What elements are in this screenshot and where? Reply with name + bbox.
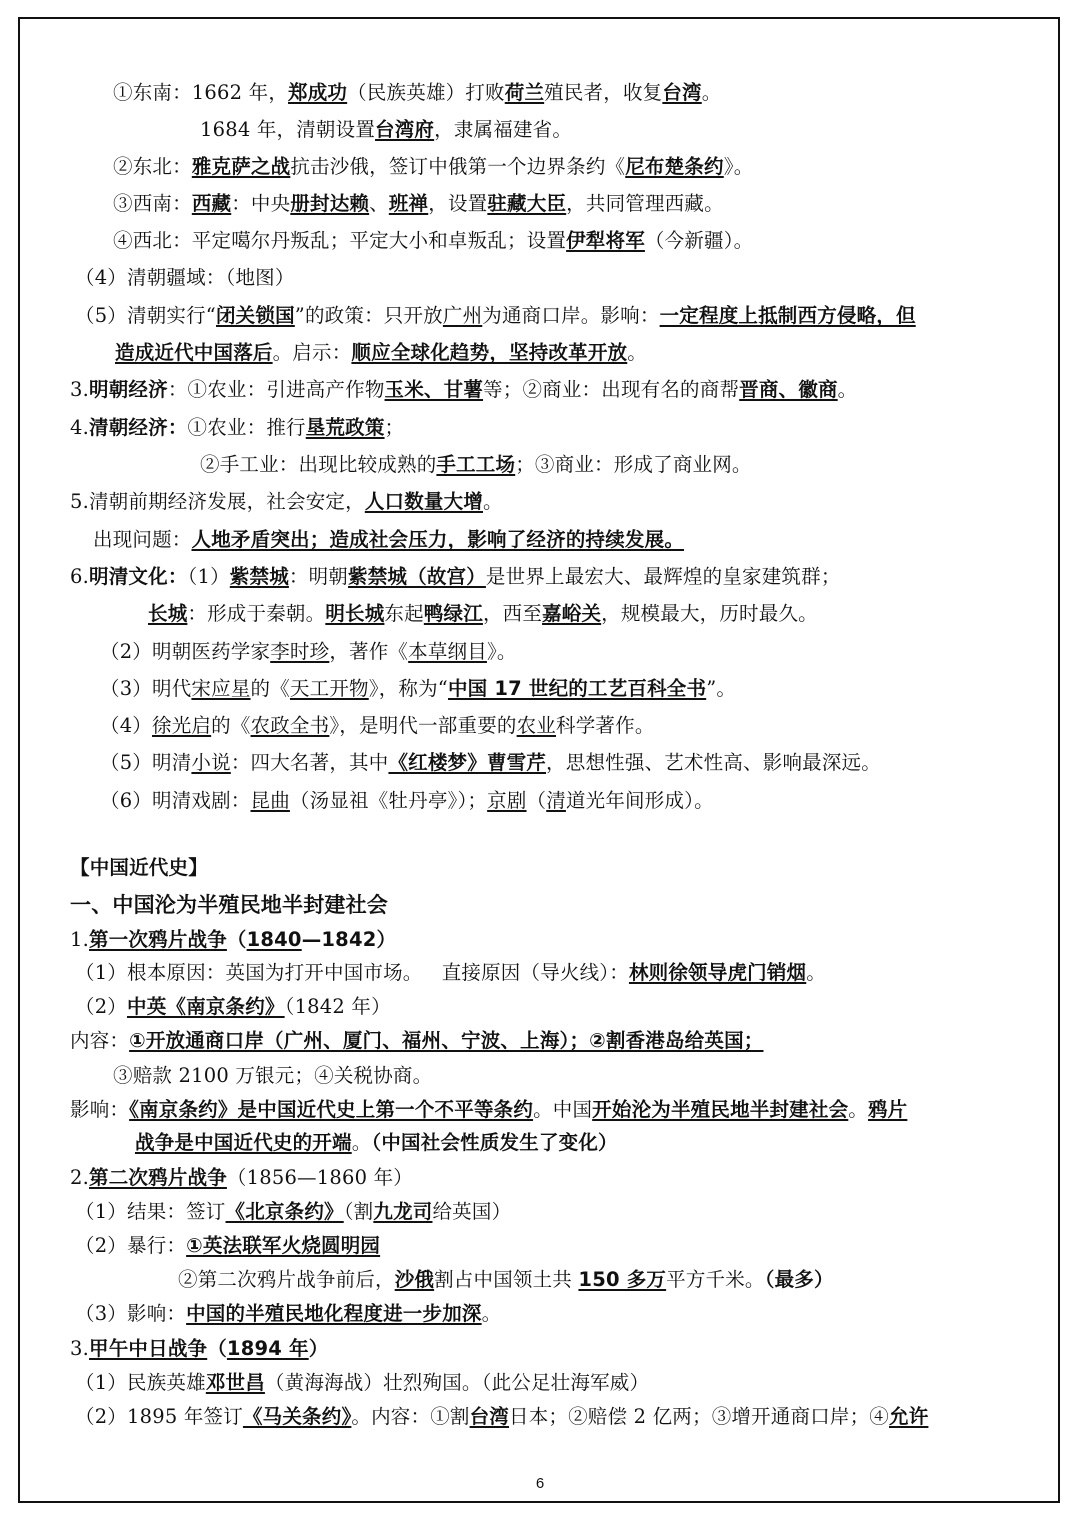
key-term: 鸦片 (867, 1098, 908, 1121)
text-segment: ②东北： (113, 155, 192, 178)
text-segment: ，隶属福建省。 (434, 118, 573, 141)
text-segment: 【中国近代史】 (70, 856, 208, 879)
text-segment: 5.清朝前期经济发展，社会安定， (70, 490, 365, 513)
section-heading (70, 892, 388, 918)
text-segment: 》，是明代一部重要的 (329, 714, 517, 737)
text-segment: （2） (75, 995, 128, 1018)
key-term: 中国的半殖民地化程度进一步加深 (186, 1302, 482, 1325)
text-segment: ：①农业：引进高产作物 (167, 378, 385, 401)
text-segment: 、 (369, 192, 389, 215)
text-segment: ③西南： (113, 192, 192, 215)
text-line (93, 527, 684, 553)
key-term: 人口数量大增 (364, 490, 484, 513)
text-segment: 科学著作。 (556, 714, 655, 737)
text-segment: 2. (70, 1166, 90, 1189)
text-line (70, 489, 503, 515)
text-segment: ，设置 (428, 192, 488, 215)
text-line (113, 1063, 432, 1089)
text-segment: （ (207, 1337, 227, 1360)
text-segment: 明朝经济 (89, 378, 168, 401)
text-line (70, 564, 841, 590)
key-term: 开始沦为半殖民地半封建社会 (592, 1098, 849, 1121)
key-term: 第二次鸦片战争 (89, 1166, 227, 1189)
text-segment: 6. (70, 565, 90, 588)
text-segment: 》，称为“ (368, 677, 448, 700)
text-segment: 一、中国沦为半殖民地半封建社会 (70, 893, 388, 917)
key-term: 人地矛盾突出；造成社会压力，影响了经济的持续发展。 (191, 528, 685, 551)
text-line (75, 1199, 511, 1225)
text-segment: 道光年间形成）。 (565, 789, 714, 812)
key-term: 清 (546, 789, 566, 812)
text-segment: ，共同管理西藏。 (566, 192, 724, 215)
key-term: 长城 (148, 602, 188, 625)
key-term: 郑成功 (288, 81, 348, 104)
text-segment: （2）明朝医药学家 (100, 640, 271, 663)
key-term: ①英法联军火烧圆明园 (186, 1234, 381, 1257)
key-term: 1894 年 (226, 1337, 309, 1360)
text-segment: （2）1895 年签订 (75, 1405, 243, 1428)
text-segment: 清朝经济： (89, 416, 188, 439)
text-segment: （1842 年） (284, 995, 391, 1018)
text-segment: 是世界上最宏大、最辉煌的皇家建筑群； (485, 565, 841, 588)
key-term: 中国 17 世纪的工艺百科全书 (447, 677, 707, 700)
key-term: 尼布楚条约 (625, 155, 724, 178)
key-term: 沙俄 (394, 1268, 435, 1291)
key-term: 《北京条约》 (225, 1200, 344, 1223)
text-segment: ：形成于秦朝。 (187, 602, 326, 625)
text-segment: 影响： (70, 1098, 130, 1121)
key-term: 紫禁城（故宫） (348, 565, 486, 588)
key-term: 战争是中国近代史的开端 (135, 1131, 352, 1154)
text-segment: （ (526, 789, 547, 812)
text-segment: 。 (483, 490, 503, 513)
text-segment: （4）清朝疆域：（地图） (75, 266, 295, 289)
text-segment: 。 (351, 1131, 372, 1154)
text-segment: 。内容：①割 (351, 1405, 470, 1428)
text-line (70, 1336, 328, 1362)
text-segment: 3. (70, 378, 90, 401)
key-term: 李时珍 (270, 640, 330, 663)
key-term: 九龙司 (373, 1200, 433, 1223)
text-segment: （汤显祖《牡丹亭》）； (289, 789, 488, 812)
text-line (75, 303, 916, 329)
key-term: 林则徐领导虎门销烟 (628, 961, 807, 984)
key-term: 顺应全球化趋势，坚持改革开放 (351, 341, 628, 364)
key-term: 广州 (442, 304, 483, 327)
key-term: 伊犁将军 (566, 229, 645, 252)
text-segment: ④西北：平定噶尔丹叛乱；平定大小和卓叛乱；设置 (113, 229, 567, 252)
text-segment: （民族英雄）打败 (347, 81, 505, 104)
key-term: 手工工场 (436, 453, 516, 476)
text-segment: 。 (806, 961, 826, 984)
text-segment: 出现问题： (93, 528, 192, 551)
key-term: 一定程度上抵制西方侵略，但 (659, 304, 916, 327)
text-line (100, 713, 655, 739)
text-segment: 明清文化： (89, 565, 188, 588)
text-segment: ②第二次鸦片战争前后， (178, 1268, 395, 1291)
text-segment: （1）根本原因：英国为打开中国市场。 直接原因（导火线）： (75, 961, 629, 984)
text-segment: （2）暴行： (75, 1234, 187, 1257)
text-line (113, 191, 724, 217)
text-segment: 日本；②赔偿 2 亿两；③增开通商口岸；④ (509, 1405, 890, 1428)
text-line (200, 452, 752, 478)
text-line (200, 117, 572, 143)
key-term: 《南京条约》是中国近代史上第一个不平等条约 (129, 1098, 534, 1121)
text-line (70, 1165, 413, 1191)
text-segment: （3）明代 (100, 677, 192, 700)
text-segment: ； (384, 416, 405, 439)
text-segment: 。 (701, 81, 722, 104)
key-term: 农政全书 (250, 714, 330, 737)
key-term: 允许 (889, 1405, 929, 1428)
text-segment: 3. (70, 1337, 90, 1360)
key-term: 昆曲 (250, 789, 290, 812)
key-term: 第一次鸦片战争 (89, 928, 227, 951)
text-line (75, 960, 826, 986)
text-segment: 》。 (723, 155, 754, 178)
key-term: 紫禁城 (229, 565, 289, 588)
text-segment: ③赔款 2100 万银元；④关税协商。 (113, 1064, 433, 1087)
key-term: 嘉峪关 (542, 602, 602, 625)
text-segment: 。启示： (272, 341, 352, 364)
text-line (70, 377, 857, 403)
key-term: 造成近代中国落后 (115, 341, 273, 364)
text-segment: 的《 (211, 714, 251, 737)
text-segment: （黄海海战）壮烈殉国。（此公足壮海军威） (264, 1371, 650, 1394)
text-segment: （1）民族英雄 (75, 1371, 206, 1394)
key-term: 小说 (191, 751, 231, 774)
text-segment: 。中国 (533, 1098, 593, 1121)
key-term: 1840 (246, 928, 302, 951)
text-segment: 的《 (250, 677, 290, 700)
text-segment: （1） (187, 565, 230, 588)
text-segment: 平方千米。 (666, 1268, 765, 1291)
key-term: 邓世昌 (205, 1371, 265, 1394)
text-segment: ①东南：1662 年， (113, 81, 289, 104)
text-segment: （5）明清 (100, 751, 192, 774)
key-term: 班禅 (388, 192, 429, 215)
text-line (113, 154, 753, 180)
text-segment: 割占中国领土共 (434, 1268, 579, 1291)
key-term: 垦荒政策 (305, 416, 385, 439)
text-segment: 。 (627, 341, 647, 364)
text-segment: 。 (837, 378, 858, 401)
key-term: 鸭绿江 (423, 602, 483, 625)
page-number: 6 (535, 1475, 545, 1492)
key-term: 《马关条约》 (242, 1405, 352, 1428)
text-segment: ，西至 (482, 602, 543, 625)
text-line (100, 750, 881, 776)
text-segment: ：中央 (231, 192, 291, 215)
text-line (100, 676, 736, 702)
text-segment: 4. (70, 416, 90, 439)
text-segment: 东起 (384, 602, 424, 625)
key-term: 册封达赖 (290, 192, 370, 215)
text-line (113, 228, 753, 254)
key-term: 荷兰 (504, 81, 545, 104)
text-segment: —1842） (301, 928, 397, 951)
text-segment: ”。 (706, 677, 737, 700)
text-segment: ；③商业：形成了商业网。 (515, 453, 752, 476)
text-line (178, 1267, 834, 1293)
text-segment: （3）影响： (75, 1302, 187, 1325)
key-term: 晋商、徽商 (739, 378, 838, 401)
key-term: 中英《南京条约》 (127, 995, 285, 1018)
text-segment: 内容： (70, 1029, 130, 1052)
text-segment: 。 (481, 1302, 502, 1325)
key-term: 150 多万 (578, 1268, 667, 1291)
section-title (70, 855, 208, 881)
text-line (100, 788, 714, 814)
text-line (70, 415, 404, 441)
key-term: 雅克萨之战 (191, 155, 291, 178)
text-line (75, 1370, 649, 1396)
text-segment: 1684 年，清朝设置 (200, 118, 376, 141)
text-segment: （4） (100, 714, 153, 737)
text-line (70, 1097, 907, 1123)
text-segment: 1. (70, 928, 90, 951)
text-segment: （今新疆）。 (644, 229, 754, 252)
text-line (148, 601, 818, 627)
text-line (113, 80, 721, 106)
text-segment: ”的政策：只开放 (294, 304, 443, 327)
key-term: 闭关锁国 (215, 304, 295, 327)
text-segment: ：明朝 (288, 565, 349, 588)
text-segment: ，规模最大，历时最久。 (601, 602, 818, 625)
key-term: 京剧 (487, 789, 527, 812)
text-segment: （中国社会性质发生了变化） (371, 1131, 618, 1154)
text-segment: ，思想性强、艺术性高、影响最深远。 (546, 751, 881, 774)
text-segment: （6）明清戏剧： (100, 789, 251, 812)
text-line (70, 927, 396, 953)
text-segment: 。 (848, 1098, 868, 1121)
key-term: 台湾府 (375, 118, 435, 141)
text-segment: ②手工业：出现比较成熟的 (200, 453, 437, 476)
text-segment: （ (226, 928, 247, 951)
key-term: 天工开物 (289, 677, 369, 700)
key-term: 玉米、甘薯 (384, 378, 484, 401)
text-segment: ，著作《 (329, 640, 409, 663)
key-term: 台湾 (469, 1405, 509, 1428)
text-segment: 等；②商业：出现有名的商帮 (483, 378, 740, 401)
text-segment: （割 (343, 1200, 374, 1223)
text-line (135, 1130, 618, 1156)
key-term: 甲午中日战争 (89, 1337, 208, 1360)
text-line (75, 1301, 501, 1327)
text-line (75, 994, 391, 1020)
key-term: 驻藏大臣 (487, 192, 567, 215)
text-segment: （5）清朝实行“ (75, 304, 216, 327)
key-term: 宋应星 (191, 677, 251, 700)
text-line (100, 639, 517, 665)
key-term: 徐光启 (152, 714, 212, 737)
text-line (75, 1404, 928, 1430)
text-segment: 》。 (486, 640, 517, 663)
key-term: ①开放通商口岸（广州、厦门、福州、宁波、上海）；②割香港岛给英国； (129, 1029, 764, 1052)
key-term: 农业 (516, 714, 557, 737)
text-segment: 抗击沙俄，签订中俄第一个边界条约《 (290, 155, 626, 178)
text-segment: （1）结果：签订 (75, 1200, 226, 1223)
text-line (115, 340, 647, 366)
key-term: 台湾 (662, 81, 702, 104)
text-line (70, 1028, 763, 1054)
text-segment: （最多） (764, 1268, 834, 1291)
text-line (75, 1233, 380, 1259)
text-line (75, 265, 295, 291)
text-segment: 给英国） (432, 1200, 512, 1223)
key-term: 明长城 (325, 602, 385, 625)
key-term: 《红楼梦》曹雪芹 (388, 751, 547, 774)
key-term: 本草纲目 (408, 640, 487, 663)
text-segment: （1856—1860 年） (226, 1166, 413, 1189)
key-term: 西藏 (191, 192, 232, 215)
text-segment: ①农业：推行 (187, 416, 306, 439)
text-segment: 殖民者，收复 (544, 81, 663, 104)
text-segment: ） (308, 1337, 329, 1360)
text-segment: 为通商口岸。影响： (482, 304, 660, 327)
text-segment: ：四大名著，其中 (230, 751, 389, 774)
